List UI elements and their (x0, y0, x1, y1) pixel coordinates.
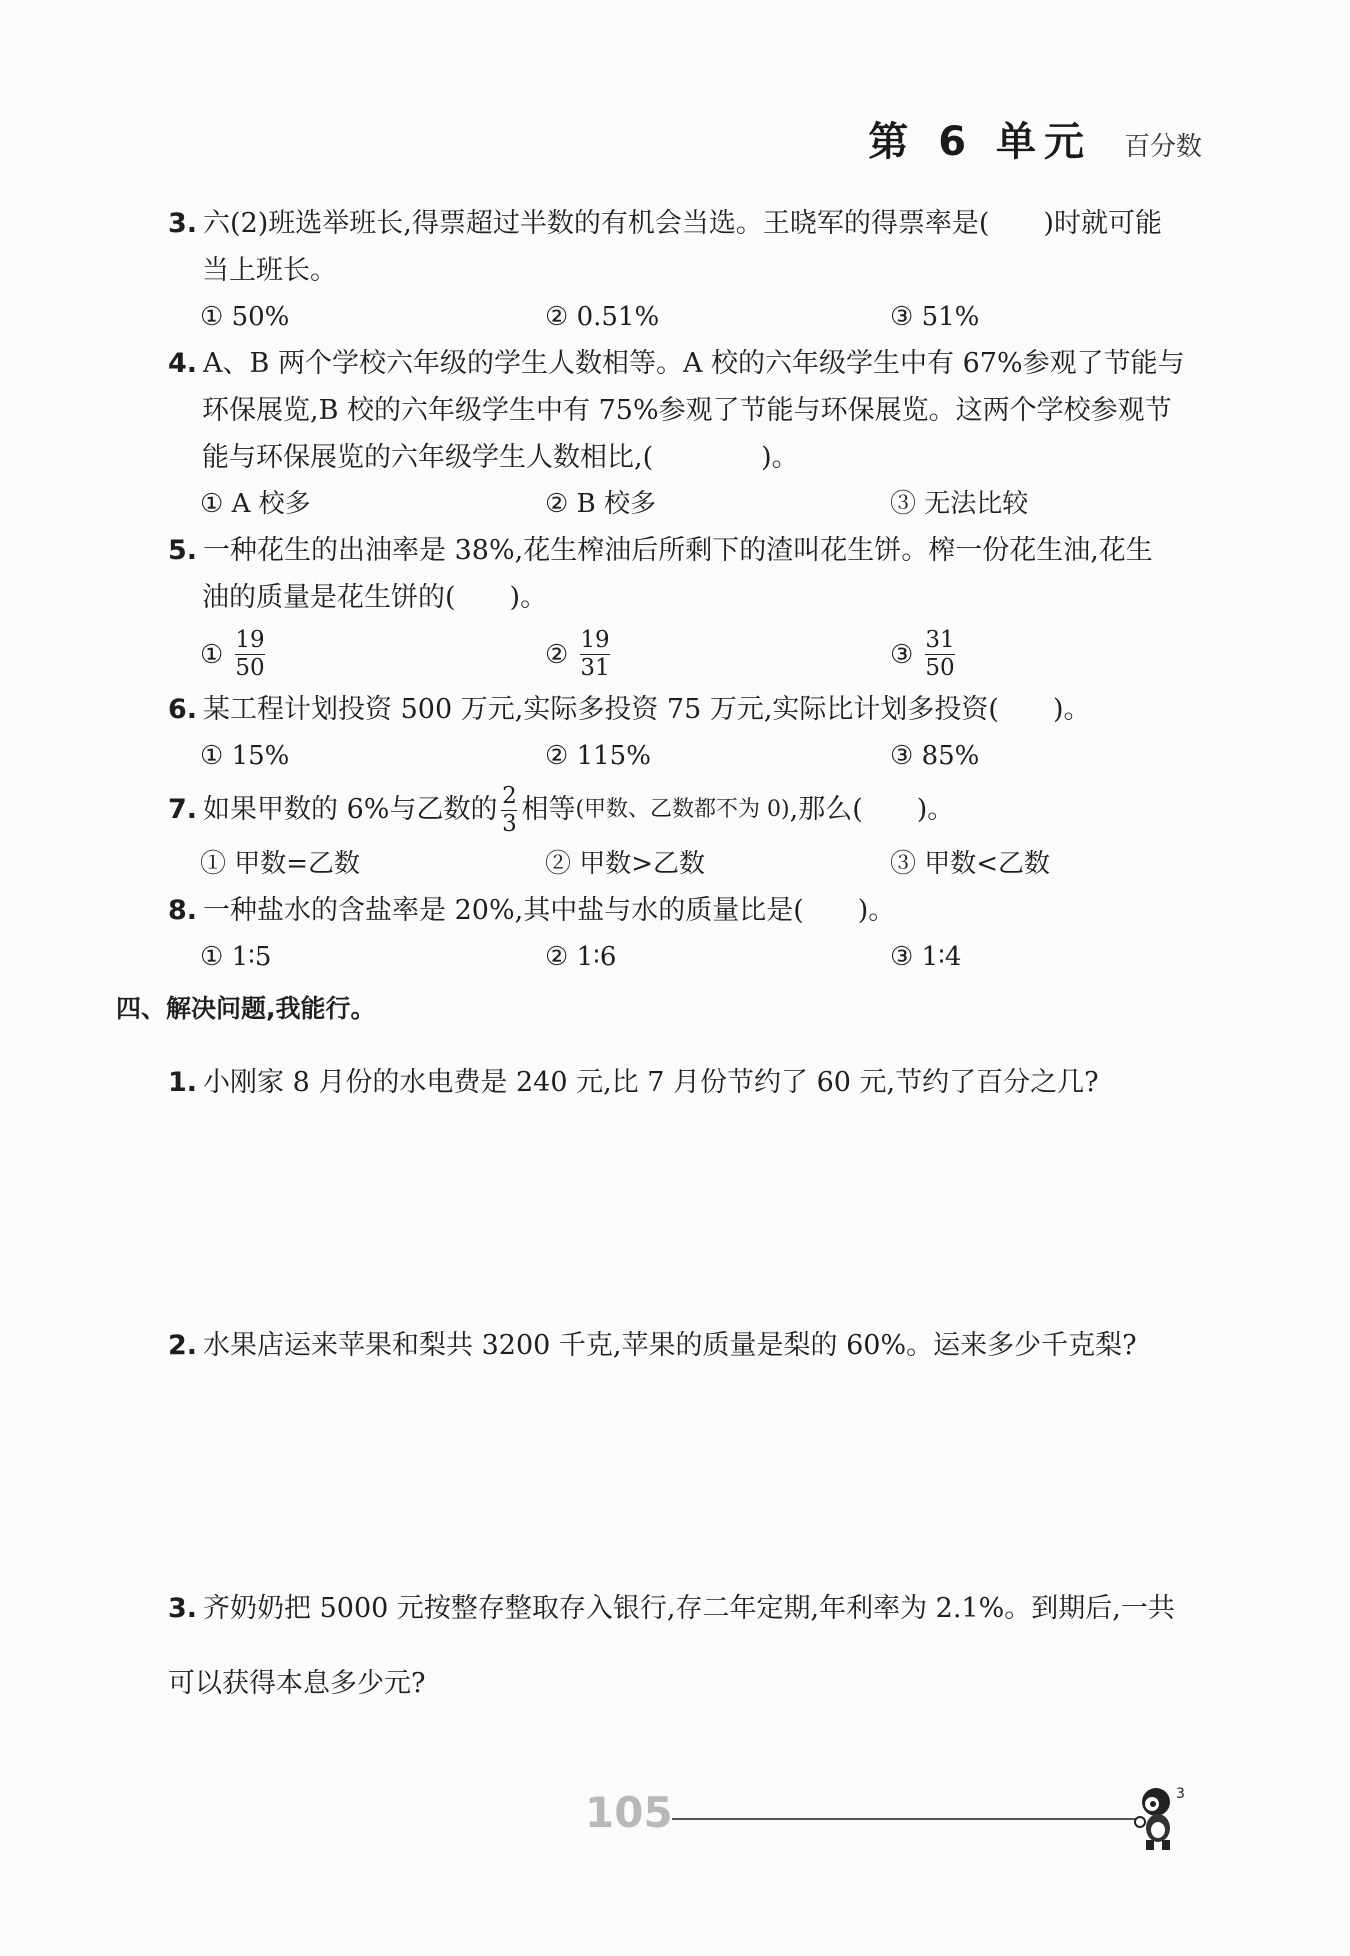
content (116, 200, 1208, 1735)
fraction (501, 783, 517, 838)
question-5 (168, 527, 1208, 682)
options (168, 934, 1208, 980)
question-text: 能与环保展览的六年级学生人数相比,( )。 (202, 442, 799, 473)
denominator: 3 (502, 810, 517, 837)
question-number: 4. (168, 348, 198, 379)
question-note: (甲数、乙数都不为 0) (575, 797, 790, 822)
numerator: 19 (235, 627, 265, 653)
question-text: A、B 两个学校六年级的学生人数相等。A 校的六年级学生中有 67%参观了节能与 (203, 348, 1185, 379)
problem-1 (168, 1059, 1208, 1295)
question-number: 8. (168, 895, 198, 926)
question-3 (168, 200, 1208, 340)
option-2[interactable]: ② 1∶6 (545, 942, 617, 972)
numerator: 2 (502, 782, 517, 809)
question-7 (168, 779, 1208, 887)
question-text: 如果甲数的 6%与乙数的 (203, 794, 498, 825)
question-6 (168, 686, 1208, 779)
question-number: 3. (168, 208, 198, 239)
problem-text: 水果店运来苹果和梨共 3200 千克,苹果的质量是梨的 60%。运来多少千克梨? (203, 1330, 1137, 1361)
fraction (235, 627, 264, 682)
option-1[interactable]: ① 1∶5 (200, 942, 272, 972)
numerator: 19 (580, 627, 610, 653)
problem-number: 3. (168, 1593, 198, 1624)
question-text: 一种盐水的含盐率是 20%,其中盐与水的质量比是( )。 (203, 895, 896, 926)
denominator: 50 (925, 655, 955, 681)
option-mark: ② (545, 639, 569, 670)
question-text: ,那么( )。 (789, 794, 955, 825)
unit-subtitle: 百分数 (1123, 132, 1202, 162)
page-number: 105 (585, 1788, 673, 1837)
question-text: 当上班长。 (202, 255, 337, 286)
problem-3 (168, 1585, 1208, 1708)
question-text: 环保展览,B 校的六年级学生中有 75%参观了节能与环保展览。这两个学校参观节 (202, 395, 1172, 426)
option-2[interactable] (545, 627, 890, 682)
question-text: 油的质量是花生饼的( )。 (202, 582, 548, 613)
option-3[interactable]: ③ 51% (890, 302, 980, 332)
option-3[interactable]: ③ 甲数<乙数 (890, 849, 1051, 879)
unit-title: 第 6 单元 (862, 110, 1098, 167)
option-1[interactable] (200, 627, 545, 682)
question-number: 6. (168, 694, 198, 725)
numerator: 31 (925, 627, 955, 653)
option-2[interactable]: ② B 校多 (545, 489, 656, 519)
option-3[interactable]: ③ 85% (890, 741, 980, 771)
option-2[interactable]: ② 0.51% (545, 302, 660, 332)
question-text: 相等 (521, 794, 576, 825)
option-1[interactable]: ① 15% (200, 741, 290, 771)
option-mark: ① (200, 639, 224, 670)
option-3[interactable]: ③ 1∶4 (890, 942, 962, 972)
problem-text: 齐奶奶把 5000 元按整存整取存入银行,存二年定期,年利率为 2.1%。到期后,一共 (203, 1593, 1175, 1624)
question-number: 7. (168, 794, 198, 825)
denominator: 50 (235, 655, 265, 681)
fraction (925, 627, 954, 682)
denominator: 31 (580, 655, 610, 681)
problem-2 (168, 1322, 1208, 1558)
problem-text: 小刚家 8 月份的水电费是 240 元,比 7 月份节约了 60 元,节约了百分之几? (203, 1067, 1099, 1098)
option-3[interactable]: ③ 无法比较 (890, 489, 1029, 519)
svg-text:3: 3 (1176, 1786, 1185, 1802)
footer-rule (672, 1818, 1140, 1820)
question-text: 某工程计划投资 500 万元,实际多投资 75 万元,实际比计划多投资( )。 (203, 694, 1091, 725)
option-3[interactable] (890, 627, 959, 682)
mascot-icon (1128, 1782, 1188, 1854)
option-1[interactable]: ① A 校多 (200, 489, 311, 519)
options (168, 841, 1208, 887)
option-mark: ③ (890, 639, 914, 670)
option-1[interactable]: ① 甲数=乙数 (200, 849, 361, 879)
problem-number: 2. (168, 1330, 198, 1361)
option-2[interactable]: ② 115% (545, 741, 651, 771)
problem-number: 1. (168, 1067, 198, 1098)
options (168, 627, 1208, 682)
page-footer (0, 1782, 1350, 1872)
section-title: 四、解决问题,我能行。 (116, 994, 376, 1023)
question-text: 一种花生的出油率是 38%,花生榨油后所剩下的渣叫花生饼。榨一份花生油,花生 (203, 535, 1153, 566)
option-2[interactable]: ② 甲数>乙数 (545, 849, 706, 879)
question-4 (168, 340, 1208, 527)
options (168, 733, 1208, 779)
fraction (580, 627, 609, 682)
problem-text: 可以获得本息多少元? (168, 1668, 426, 1699)
options (168, 481, 1208, 527)
question-number: 5. (168, 535, 198, 566)
question-text: 六(2)班选举班长,得票超过半数的有机会当选。王晓军的得票率是( )时就可能 (203, 208, 1162, 239)
question-8 (168, 887, 1208, 980)
options (168, 294, 1208, 340)
unit-header (862, 110, 1202, 167)
option-1[interactable]: ① 50% (200, 302, 290, 332)
